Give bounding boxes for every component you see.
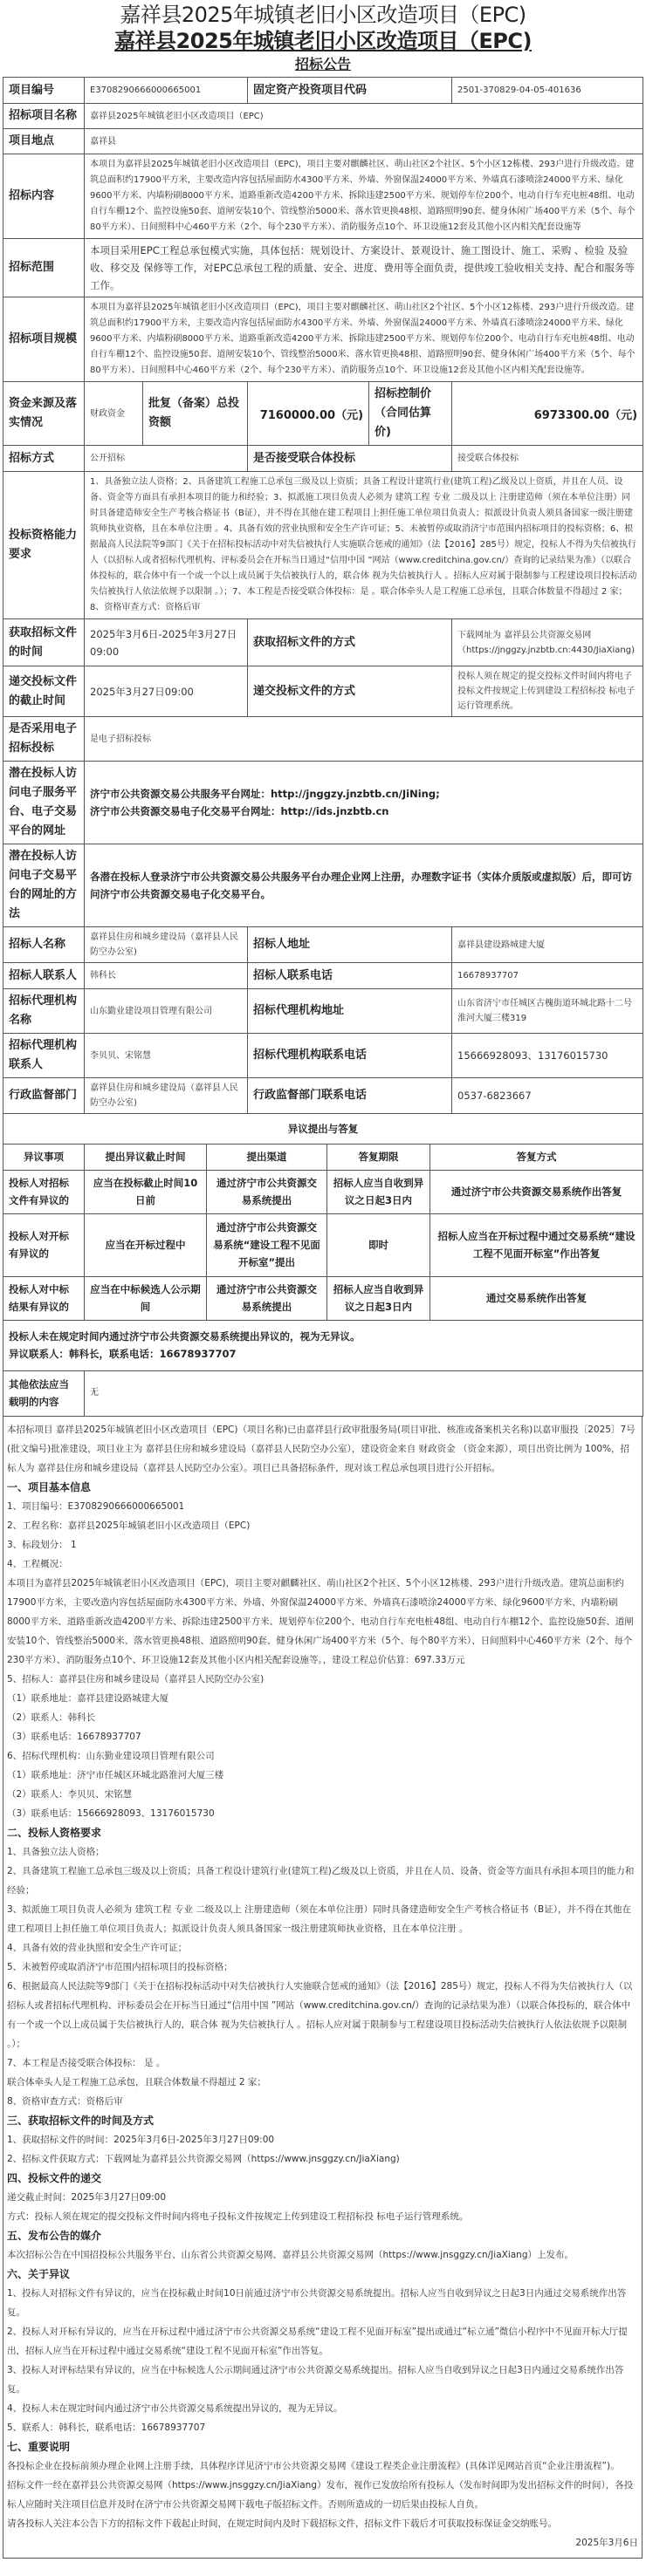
- get-method: 下载网址为 嘉祥县公共资源交易网（https://jnggzy.jnzbtb.cn:4430/JiaXiang): [452, 619, 643, 666]
- objection-header: 提出渠道: [207, 1144, 327, 1170]
- objection-table: [3, 1114, 643, 1417]
- platform-method: 各潜在投标人登录济宁市公共资源交易公共服务平台办理企业网上注册，办理数字证书（实体介质版或虚拟版）后，即可访问济宁市公共资源交易电子化交易平台。: [85, 844, 643, 927]
- location-label: 项目地点: [3, 129, 85, 154]
- scale: 本项目为嘉祥县2025年城镇老旧小区改造项目（EPC)，项目主要对麒麟社区、萌山社区2个社区、5个小区12栋楼、293户进行升级改造。建筑总面积约17900平方米，主要改造内容包括屋面防水4300平方米、外墙、外窗保温24000平方米、外墙真石漆喷涂24000平方米、绿化9600平方米、内墙粉刷8000平方米、道路重新改造4200平方米、拆除违建2500平方米、规划停车位200个、电动自行车充电桩48组、电动自行车棚12个、监控设施50套、道闸安装10个、管线整治5000米、落水管更换48根、道路照明90套、健身休闲广场400平方米（5个、每个80平方米）、日间照料中心460平方米（2个、每个230平方米）、消防服务点10个、环卫设施12套及其他小区内相关配套设施等。: [85, 297, 643, 382]
- body-line: 3、投标人对评标结果有异议的，应当在中标候选人公示期间通过济宁市公共资源交易系统提出。招标人应当自收到异议之日起3日内通过交易系统作出答复。: [7, 2364, 624, 2395]
- total-investment: 7160000.00（元): [248, 382, 369, 446]
- page-title: 嘉祥县2025年城镇老旧小区改造项目（EPC): [120, 3, 526, 27]
- objection-cell: 招标人应当在开标过程中通过交易系统“建设工程不见面开标室”作出答复: [430, 1213, 643, 1276]
- platform-url-label: 潜在投标人访问电子服务平台、电子交易平台的网址: [3, 762, 85, 844]
- platform-method-label: 潜在投标人访问电子交易平台的网址的方法: [3, 844, 85, 927]
- body-line: （2）联系人：李贝贝、宋铭慧: [7, 1788, 133, 1800]
- electronic: 是电子招标投标: [85, 717, 643, 762]
- body-line: 方式：投标人须在规定的提交投标文件时间内将电子投标文件按规定上传到建设工程招标投 标电子运行管理系统。: [7, 2210, 469, 2222]
- scope-label: 招标范围: [3, 239, 85, 297]
- section-6-lines: [7, 2284, 638, 2437]
- announcement-body: [3, 1417, 643, 2559]
- submit-deadline: 2025年3月27日09:00: [85, 666, 248, 717]
- publish-date: 2025年3月6日: [575, 2537, 638, 2548]
- funding-label: 资金来源及落实情况: [3, 382, 85, 446]
- objection-cell: 招标人应当自收到异议之日起3日内: [327, 1276, 430, 1320]
- body-line: 3、拟派施工项目负责人必须为 建筑工程 专业 二级及以上 注册建造师（须在本单位注册）同时具备建造师安全生产考核合格证书（B证），并不得在其他在建工程项目上担任施工单位项目负责人；拟派设计负责人须具备国家一级注册建筑师执业资格，且在本单位注册 。: [7, 1903, 631, 1934]
- tenderer-phone: 16678937707: [452, 963, 643, 989]
- body-line: （2）联系人：韩科长: [7, 1712, 96, 1723]
- qualification-label: 投标资格能力要求: [3, 472, 85, 619]
- electronic-label: 是否采用电子招标投标: [3, 717, 85, 762]
- consortium-label: 是否接受联合体投标: [248, 446, 452, 472]
- project-info-table: [3, 77, 643, 1114]
- objection-cell: 投标人对中标结果有异议的: [3, 1276, 85, 1320]
- consortium: 接受联合体投标: [452, 446, 643, 472]
- tenderer-label: 招标人名称: [3, 927, 85, 963]
- objection-header: 异议事项: [3, 1144, 85, 1170]
- body-line: （1）联系地址：嘉祥县建设路城建大厦: [7, 1692, 169, 1704]
- agency-contact-label: 招标代理机构联系人: [3, 1034, 85, 1078]
- project-name-label: 招标项目名称: [3, 104, 85, 129]
- objection-row: [3, 1276, 643, 1320]
- agency-contact: 李贝贝、宋铭慧: [85, 1034, 248, 1078]
- tenderer-contact: 韩科长: [85, 963, 248, 989]
- section-7-lines: [7, 2456, 638, 2533]
- body-line: 各投标企业在投标前须办理企业网上注册手续，具体程序详见济宁市公共资源交易网《建设工程类企业注册流程》(具体详见网站首页“企业注册流程”)。: [7, 2460, 620, 2471]
- body-line: 4、投标人未在规定时间内通过济宁市公共资源交易系统提出异议的，视为无异议。: [7, 2402, 343, 2414]
- get-method-label: 获取招标文件的方式: [248, 619, 452, 666]
- objection-header: 答复方式: [430, 1144, 643, 1170]
- section-1-lines: [7, 1497, 638, 1823]
- section-title: 四、投标文件的递交: [7, 2171, 102, 2184]
- intro-paragraph: 本招标项目 嘉祥县2025年城镇老旧小区改造项目（EPC)（项目名称)已由嘉祥县行政审批服务局(项目审批、核准或备案机关名称)以嘉审服投〔2025〕7号 (批文编号)批准建设，项目业主为 嘉祥县住房和城乡建设局（嘉祥县人民防空办公室），建设资金来自 财政资金 （资金来源），项目出资比例为 100%，招标人为 嘉祥县住房和城乡建设局（嘉祥县人民防空办公室）。项目已具备招标条件，现对该工程总承包项目进行公开招标。: [7, 1424, 636, 1473]
- page-title-bold: 嘉祥县2025年城镇老旧小区改造项目（EPC): [114, 29, 532, 53]
- agency-addr: 山东省济宁市任城区古槐街道环城北路十二号淮河大厦三楼319: [452, 989, 643, 1034]
- supervisor-phone-label: 行政监督部门联系电话: [248, 1078, 452, 1114]
- submit-method: 投标人须在规定的提交投标文件时间内将电子投标文件按规定上传到建设工程招标投 标电子运行管理系统。: [452, 666, 643, 717]
- objection-cell: 投标人对开标有异议的: [3, 1213, 85, 1276]
- section-3-lines: [7, 2130, 638, 2169]
- qualification: 1、具备独立法人资格；2、具备建筑工程施工总承包三级及以上资质；具备工程设计建筑行业(建筑工程)乙级及以上资质，并且在人员、设备、资金等方面具有承担本项目的能力和经验；3、拟派施工项目负责人必须为 建筑工程 专业 二级及以上 注册建造师（须在本单位注册）同时具备建造师安全生产考核合格证书（B证），并不得在其他在建工程项目上担任施工单位项目负责人；拟派设计负责人须具备国家一级注册建筑师执业资格，且在本单位注册 。4、具备有效的营业执照和安全生产许可证；5、未被暂停或取消济宁市范围内招标项目的投标资格；6、根据最高人民法院等9部门《关于在招标投标活动中对失信被执行人实施联合惩戒的通知》（法【2016】285号）规定，投标人不得为失信被执行人（以招标人或者招标代理机构、评标委员会在开标当日通过“信用中国 ”网站（www.creditchina.gov.cn/）查询的记录结果为准）（以联合体投标的，联合体中有一个或一个以上成员属于失信被执行人的，联合体 视为失信被执行人 。招标人应对属于限制参与工程建设项目投标活动失信被执行人依法依规予以限制 。）；7、本工程是否接受联合体投标：是 。联合体牵头人是工程施工总承包，且联合体数量不得超过 2 家；8、资格审查方式：资格后审: [85, 472, 643, 619]
- body-line: 招标文件一经在嘉祥县公共资源交易网（https://www.jnsggzy.cn/JiaXiang）发布，视作已发放给所有投标人（发布时间即为发出招标文件的时间），各投标人应随时关注项目信息并及时在济宁市公共资源交易网下载电子版招标文件。否则所造成的一切后果由投标人自负。: [7, 2479, 634, 2510]
- body-line: 5、未被暂停或取消济宁市范围内招标项目的投标资格；: [7, 1961, 233, 1972]
- objection-row: [3, 1170, 643, 1213]
- submit-method-label: 递交投标文件的方式: [248, 666, 452, 717]
- objection-cell: 通过济宁市公共资源交易系统提出: [207, 1276, 327, 1320]
- agency-addr-label: 招标代理机构地址: [248, 989, 452, 1034]
- body-line: 请各投标人关注本公告下方的招标文件下载起止时间，在规定时间内及时下载招标文件，招标文件下载后才可获取投标保证金交纳账号。: [7, 2518, 557, 2529]
- body-line: 本项目为嘉祥县2025年城镇老旧小区改造项目（EPC)，项目主要对麒麟社区、萌山社区2个社区、5个小区12栋楼、293户进行升级改造。建筑总面积约17900平方米，主要改造内容包括屋面防水4300平方米、外墙、外窗保温24000平方米、外墙真石漆喷涂24000平方米、绿化9600平方米、内墙粉刷8000平方米、道路重新改造4200平方米、拆除违建2500平方米、规划停车位200个、电动自行车充电桩48组、电动自行车棚12个、监控设施50套、道闸安装10个、管线整治5000米、落水管更换48根、道路照明90套、健身休闲广场400平方米（5个、每个80平方米）、日间照料中心460平方米（2个、每个230平方米）、消防服务点10个、环卫设施12套及其他小区内相关配套设施等。，建设工程总价估算：697.33万元: [7, 1577, 634, 1665]
- body-line: 5、联系人：韩科长，联系电话：16678937707: [7, 2422, 206, 2433]
- section-4-lines: [7, 2188, 638, 2226]
- objection-notes: [3, 1320, 643, 1370]
- fixed-asset-code: 2501-370829-04-05-401636: [452, 78, 643, 104]
- body-line: 4、具备有效的营业执照和安全生产许可证；: [7, 1942, 188, 1953]
- supervisor-label: 行政监督部门: [3, 1078, 85, 1114]
- method-label: 招标方式: [3, 446, 85, 472]
- fixed-asset-code-label: 固定资产投资项目代码: [248, 78, 452, 104]
- get-time: 2025年3月6日-2025年3月27日09:00: [85, 619, 248, 666]
- objection-title: 异议提出与答复: [3, 1114, 643, 1144]
- section-5-lines: [7, 2245, 638, 2265]
- control-price: 6973300.00（元): [452, 382, 643, 446]
- objection-cell: 应当在投标截止时间10日前: [85, 1170, 207, 1213]
- agency: 山东勤业建设项目管理有限公司: [85, 989, 248, 1034]
- agency-label: 招标代理机构名称: [3, 989, 85, 1034]
- project-no-label: 项目编号: [3, 78, 85, 104]
- objection-cell: 通过济宁市公共资源交易系统作出答复: [430, 1170, 643, 1213]
- total-investment-label: 批复（备案）总投资额: [143, 382, 248, 446]
- section-title: 五、发布公告的媒介: [7, 2229, 102, 2242]
- agency-phone-label: 招标代理机构联系电话: [248, 1034, 452, 1078]
- agency-phone: 15666928093、13176015730: [452, 1034, 643, 1078]
- method: 公开招标: [85, 446, 248, 472]
- objection-contact: 异议联系人：韩科长，联系电话：16678937707: [9, 1348, 237, 1360]
- body-line: 递交截止时间：2025年3月27日09:00: [7, 2191, 167, 2203]
- body-line: 2、工程名称：嘉祥县2025年城镇老旧小区改造项目（EPC): [7, 1520, 251, 1531]
- objection-cell: 即时: [327, 1213, 430, 1276]
- body-line: 2、招标文件获取方式：下载网址为嘉祥县公共资源交易网（https://www.jnsggzy.cn/JiaXiang): [7, 2153, 400, 2164]
- objection-header: 答复期限: [327, 1144, 430, 1170]
- objection-note: 投标人未在规定时间内通过济宁市公共资源交易系统提出异议的，视为无异议。: [9, 1330, 361, 1343]
- section-title: 一、项目基本信息: [7, 1480, 92, 1493]
- body-line: （3）联系电话：15666928093、13176015730: [7, 1807, 215, 1819]
- objection-row: [3, 1213, 643, 1276]
- objection-cell: 通过交易系统作出答复: [430, 1276, 643, 1320]
- body-line: 本次招标公告在中国招投标公共服务平台、山东省公共资源交易网、嘉祥县公共资源交易网（https://www.jnsggzy.cn/JiaXiang）上发布。: [7, 2249, 574, 2260]
- funding: 财政资金: [85, 382, 143, 446]
- objection-cell: 投标人对招标文件有异议的: [3, 1170, 85, 1213]
- section-title: 三、获取招标文件的时间及方式: [7, 2114, 155, 2127]
- control-price-label: 招标控制价（合同估算价): [369, 382, 452, 446]
- project-no: E3708290666000665001: [85, 78, 248, 104]
- platform-urls: [85, 762, 643, 844]
- body-line: 1、具备独立法人资格；: [7, 1846, 105, 1857]
- supervisor-phone: 0537-6823667: [452, 1078, 643, 1114]
- tenderer-addr-label: 招标人地址: [248, 927, 452, 963]
- scope: 本项目采用EPC工程总承包模式实施，具体包括：规划设计、方案设计、景观设计、施工图设计、施工、采购 、检验 及验收、移交及 保修等工作，对EPC总承包工程的质量、安全、进度、费用等全面负责，提供竣工验收相关支持、配合和服务等工作。: [85, 239, 643, 297]
- objection-header: 提出异议截止时间: [85, 1144, 207, 1170]
- objection-cell: 通过济宁市公共资源交易系统“建设工程不见面开标室”提出: [207, 1213, 327, 1276]
- body-line: 1、投标人对招标文件有异议的，应当在投标截止时间10日前通过济宁市公共资源交易系统提出。招标人应当自收到异议之日起3日内通过交易系统作出答复。: [7, 2287, 627, 2318]
- body-line: 联合体牵头人是工程施工总承包，且联合体数量不得超过 2 家；: [7, 2076, 266, 2087]
- tenderer-phone-label: 招标人联系电话: [248, 963, 452, 989]
- supervisor: 嘉祥县住房和城乡建设局（嘉祥县人民防空办公室): [85, 1078, 248, 1114]
- section-title: 六、关于异议: [7, 2267, 71, 2280]
- objection-cell: 招标人应当自收到异议之日起3日内: [327, 1170, 430, 1213]
- objection-cell: 通过济宁市公共资源交易系统提出: [207, 1170, 327, 1213]
- page-subtitle: 招标公告: [294, 56, 351, 72]
- body-line: 3、标段划分： 1: [7, 1539, 77, 1550]
- objection-header-row: [3, 1144, 643, 1170]
- project-name: 嘉祥县2025年城镇老旧小区改造项目（EPC): [85, 104, 643, 129]
- objection-cell: 应当在中标候选人公示期间: [85, 1276, 207, 1320]
- other-label: 其他依法应当载明的内容: [3, 1370, 85, 1416]
- body-line: 6、根据最高人民法院等9部门《关于在招标投标活动中对失信被执行人实施联合惩戒的通知》（法【2016】285号）规定，投标人不得为失信被执行人（以招标人或者招标代理机构、评标委员会在开标当日通过“信用中国 ”网站（www.creditchina.gov.cn/）查询的记录结果为准）（以联合体投标的，联合体中有一个或一个以上成员属于失信被执行人的，联合体 视为失信被执行人 。招标人应对属于限制参与工程建设项目投标活动失信被执行人依法依规予以限制 。）；: [7, 1980, 633, 2049]
- other-content: 无: [85, 1370, 643, 1416]
- content: 本项目为嘉祥县2025年城镇老旧小区改造项目（EPC)，项目主要对麒麟社区、萌山社区2个社区、5个小区12栋楼、293户进行升级改造。建筑总面积约17900平方米，主要改造内容包括屋面防水4300平方米、外墙、外窗保温24000平方米、外墙真石漆喷涂24000平方米、绿化9600平方米、内墙粉刷8000平方米、道路重新改造4200平方米、拆除违建2500平方米、规划停车位200个、电动自行车充电桩48组、电动自行车棚12个、监控设施50套、道闸安装10个、管线整治5000米、落水管更换48根、道路照明90套、健身休闲广场400平方米（5个、每个80平方米）、日间照料中心460平方米（2个、每个230平方米）、消防服务点10个、环卫设施12套及其他小区内相关配套设施等: [85, 154, 643, 239]
- body-line: 7、本工程是否接受联合体投标： 是 。: [7, 2057, 166, 2068]
- submit-deadline-label: 递交投标文件的截止时间: [3, 666, 85, 717]
- objection-cell: 应当在开标过程中: [85, 1213, 207, 1276]
- body-line: （3）联系电话：16678937707: [7, 1731, 141, 1742]
- body-line: 1、项目编号：E3708290666000665001: [7, 1500, 185, 1512]
- body-line: 5、招标人：嘉祥县住房和城乡建设局（嘉祥县人民防空办公室): [7, 1673, 265, 1684]
- body-line: 4、工程概况：: [7, 1558, 68, 1569]
- body-line: 1、获取招标文件的时间：2025年3月6日-2025年3月27日09:00: [7, 2134, 275, 2145]
- platform-url-1[interactable]: 济宁市公共资源交易公共服务平台网址：http://jnggzy.jnzbtb.cn/JiNing;: [90, 788, 440, 800]
- tenderer: 嘉祥县住房和城乡建设局（嘉祥县人民防空办公室): [85, 927, 248, 963]
- section-2-lines: [7, 1842, 638, 2111]
- get-time-label: 获取招标文件的时间: [3, 619, 85, 666]
- tenderer-contact-label: 招标人联系人: [3, 963, 85, 989]
- body-line: （1）联系地址：济宁市任城区环城北路淮河大厦三楼: [7, 1769, 224, 1780]
- section-title: 七、重要说明: [7, 2440, 71, 2453]
- tenderer-addr: 嘉祥县建设路城建大厦: [452, 927, 643, 963]
- body-line: 8、资格审查方式：资格后审: [7, 2095, 123, 2107]
- location: 嘉祥县: [85, 129, 643, 154]
- scale-label: 招标项目规模: [3, 297, 85, 382]
- content-label: 招标内容: [3, 154, 85, 239]
- body-line: 2、具备建筑工程施工总承包三级及以上资质；具备工程设计建筑行业(建筑工程)乙级及以上资质，并且在人员、设备、资金等方面具有承担本项目的能力和经验；: [7, 1865, 635, 1896]
- body-line: 2、投标人对开标有异议的，应当在开标过程中通过济宁市公共资源交易系统“建设工程不见面开标室”提出或通过“标立通”微信小程序中不见面开标大厅提出，招标人应当在开标过程中通过交易系统“建设工程不见面开标室”作出答复。: [7, 2326, 628, 2356]
- platform-url-2[interactable]: 济宁市公共资源交易电子化交易平台网址：http://ids.jnzbtb.cn: [90, 805, 389, 817]
- body-line: 6、招标代理机构：山东勤业建设项目管理有限公司: [7, 1750, 215, 1761]
- section-title: 二、投标人资格要求: [7, 1826, 102, 1839]
